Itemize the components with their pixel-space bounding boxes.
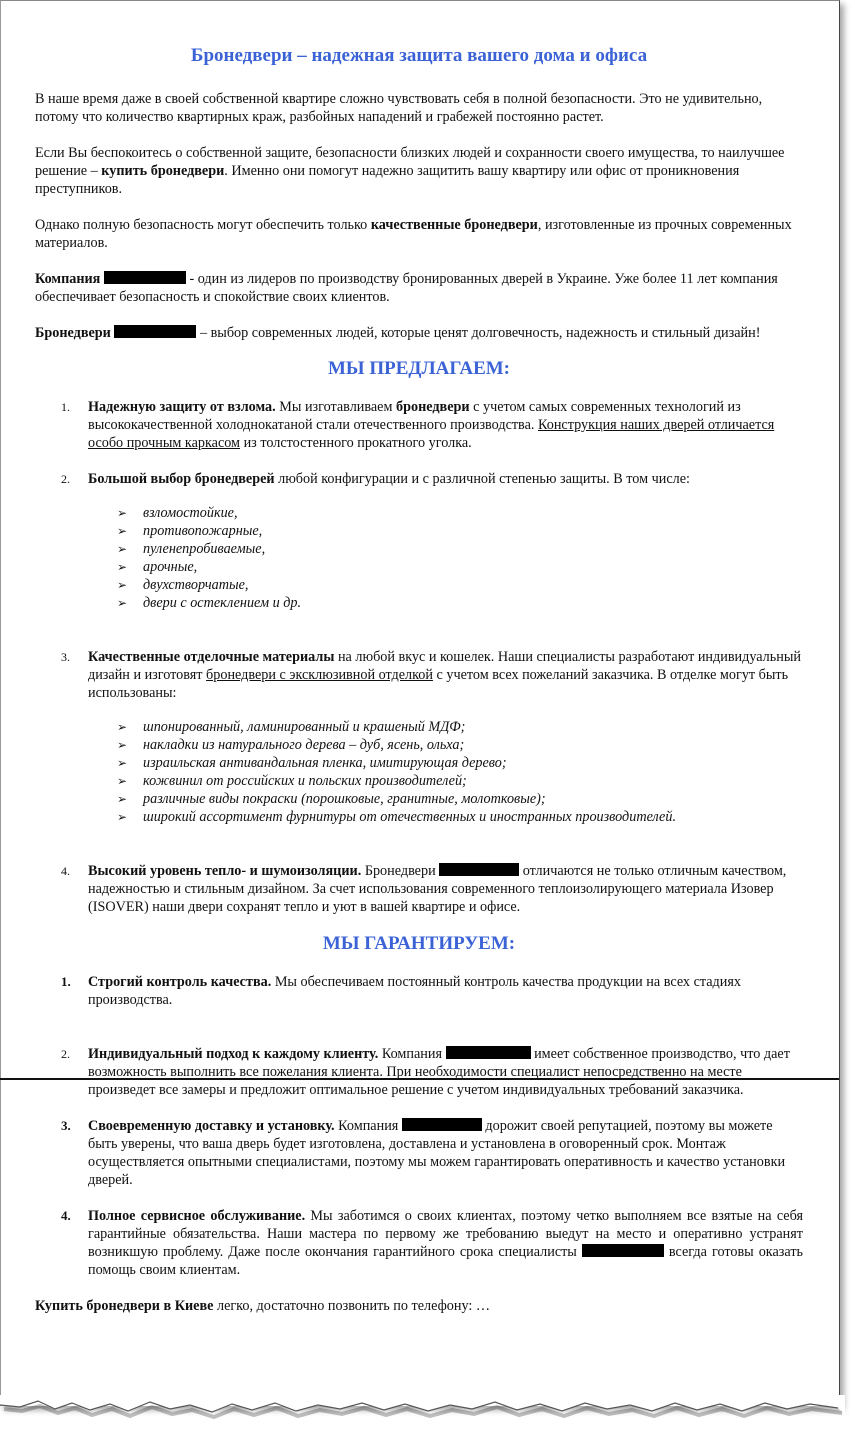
final-paragraph (35, 1297, 803, 1315)
text: взломостойкие, (143, 505, 238, 521)
text: из толстостенного прокатного уголка. (240, 435, 472, 451)
list-item (117, 558, 803, 576)
list-item (117, 772, 803, 790)
arrow-bullet-icon: ➢ (117, 774, 128, 788)
list-item (35, 1045, 803, 1099)
underlined-text: Конструкция наших дверей отличается особо прочным каркасом (88, 417, 775, 451)
list-number: 3. (61, 650, 70, 664)
arrow-bullet-icon: ➢ (117, 810, 128, 824)
text: широкий ассортимент фурнитуры от отечественных и иностранных производителей. (143, 809, 676, 825)
text: накладки из натурального дерева – дуб, ясень, ольха; (143, 737, 465, 753)
offer-list-continued (35, 648, 803, 702)
list-item (35, 1207, 803, 1279)
text: любой конфигурации и с различной степенью защиты. В том числе: (274, 471, 690, 487)
text: на любой вкус и кошелек. Наши специалисты разработают индивидуальный дизайн и изготовят (88, 649, 801, 683)
list-number: 4. (61, 1208, 71, 1223)
list-item (35, 973, 803, 1009)
text: с учетом всех пожеланий заказчика. В отделке могут быть использованы: (88, 667, 789, 701)
list-item (117, 522, 803, 540)
list-number: 2. (61, 1047, 70, 1061)
bold-text: качественные бронедвери (370, 217, 538, 233)
text: Если Вы беспокоитесь о собственной защите, безопасности близких людей и сохранности своего имущества, то наилучшее решение – (35, 145, 785, 179)
text: - один из лидеров по производству бронированных дверей в Украине. Уже более 11 лет компания обеспечивает безопасность и спокойствие своих клиентов. (35, 271, 778, 305)
list-item (117, 790, 803, 808)
text: противопожарные, (143, 523, 263, 539)
redacted-name (402, 1118, 482, 1131)
list-item (117, 576, 803, 594)
bold-text: Качественные отделочные материалы (88, 649, 335, 665)
list-number: 4. (61, 864, 70, 878)
redacted-name (582, 1244, 664, 1257)
list-item (117, 594, 803, 612)
bold-text: Купить бронедвери в Киеве (35, 1298, 214, 1314)
list-item (117, 504, 803, 522)
text: пуленепробиваемые, (143, 541, 266, 557)
arrow-bullet-icon: ➢ (117, 506, 128, 520)
text: Мы изготавливаем (275, 399, 396, 415)
text: всегда готовы оказать помощь своим клиентам. (88, 1244, 803, 1278)
text: легко, достаточно позвонить по телефону: … (213, 1298, 491, 1314)
bold-text: бронедвери (396, 399, 470, 415)
text: израильская антивандальная пленка, имитирующая дерево; (143, 755, 507, 771)
list-item (35, 862, 803, 916)
list-number: 2. (61, 472, 70, 486)
list-item (117, 754, 803, 772)
bold-text: купить бронедвери (101, 163, 225, 179)
bold-text: Индивидуальный подход к каждому клиенту. (88, 1046, 379, 1062)
paragraph-choice (35, 324, 803, 342)
arrow-bullet-icon: ➢ (117, 560, 128, 574)
text: Мы обеспечиваем постоянный контроль качества продукции на всех стадиях производства. (88, 974, 741, 1008)
redacted-name (446, 1046, 531, 1059)
paragraph-buy (35, 144, 803, 198)
bold-text: Высокий уровень тепло- и шумоизоляции. (88, 863, 362, 879)
text: Компания (378, 1046, 446, 1062)
text: Мы заботимся о своих клиентах, поэтому четко выполняем все взятые на себя гарантийные обязательства. Наши мастера по первому же требованию выедут на место и оперативно устранят возникшую проблему. Даже после окончания гарантийного срока специалисты (88, 1208, 803, 1260)
guarantee-heading: МЫ ГАРАНТИРУЕМ: (322, 933, 516, 954)
underlined-text: бронедвери с эксклюзивной отделкой (206, 667, 433, 683)
list-item (117, 718, 803, 736)
redacted-name (439, 863, 519, 876)
list-item (117, 540, 803, 558)
arrow-bullet-icon: ➢ (117, 596, 128, 610)
bold-text: Большой выбор бронедверей (88, 471, 275, 487)
text: шпонированный, ламинированный и крашеный МДФ; (143, 719, 466, 735)
arrow-bullet-icon: ➢ (117, 542, 128, 556)
text: . Именно они помогут надежно защитить вашу квартиру или офис от проникновения преступников. (35, 163, 740, 197)
paragraph-quality (35, 216, 803, 252)
arrow-bullet-icon: ➢ (117, 524, 128, 538)
arrow-bullet-icon: ➢ (117, 792, 128, 806)
intro-paragraph (35, 90, 803, 126)
text: с учетом самых современных технологий из высококачественной холоднокатаной стали отечественного производства. (88, 399, 741, 433)
offer-list-final (35, 862, 803, 916)
offer-list (35, 398, 803, 488)
paragraph-company (35, 270, 803, 306)
list-item (35, 648, 803, 702)
text: – выбор современных людей, которые ценят долговечность, надежность и стильный дизайн! (196, 325, 761, 341)
arrow-bullet-icon: ➢ (117, 578, 128, 592)
list-item (35, 1117, 803, 1189)
finish-materials-list (35, 718, 803, 826)
text: различные виды покраски (порошковые, гранитные, молотковые); (143, 791, 546, 807)
list-item (35, 398, 803, 452)
list-number: 3. (61, 1118, 71, 1133)
list-number: 1. (61, 974, 71, 989)
arrow-bullet-icon: ➢ (117, 756, 128, 770)
bold-text: Надежную защиту от взлома. (88, 399, 276, 415)
text: Компания (334, 1118, 402, 1134)
text: Бронедвери (361, 863, 440, 879)
offer-heading: МЫ ПРЕДЛАГАЕМ: (327, 358, 511, 379)
bold-text: Строгий контроль качества. (88, 974, 272, 990)
bold-text: Полное сервисное обслуживание. (88, 1208, 306, 1224)
arrow-bullet-icon: ➢ (117, 720, 128, 734)
bold-text: Бронедвери (35, 325, 111, 341)
guarantee-list (35, 973, 803, 1279)
bold-text: Своевременную доставку и установку. (88, 1118, 335, 1134)
door-types-list (35, 504, 803, 612)
list-item (35, 470, 803, 488)
text: двухстворчатые, (143, 577, 249, 593)
torn-page-edge (0, 1395, 845, 1452)
text: Однако полную безопасность могут обеспечить только (35, 217, 371, 233)
text: двери с остеклением и др. (143, 595, 302, 611)
document-content (35, 44, 803, 1333)
bold-text: Компания (35, 271, 101, 287)
redacted-name (114, 325, 196, 338)
text: имеет собственное производство, что дает возможность выполнить все пожелания клиента. При необходимости специалист непосредственно на месте произведет все замеры и предложит оптимальное решение с учетом индивидуальных требований заказчика. (88, 1046, 790, 1098)
list-number: 1. (61, 400, 70, 414)
text: , изготовленные из прочных современных материалов. (35, 217, 792, 251)
intro-text: В наше время даже в своей собственной квартире сложно чувствовать себя в полной безопасности. Это не удивительно, потому что количество квартирных краж, разбойных нападений и грабежей постоянно растет. (35, 91, 763, 125)
list-item (117, 736, 803, 754)
text: дорожит своей репутацией, поэтому вы можете быть уверены, что ваша дверь будет изготовлена, доставлена и установлена в оговоренный срок. Монтаж осуществляется опытными специалистами, поэтому мы можем гарантировать оперативность и качество установки дверей. (88, 1118, 786, 1188)
page-title: Бронедвери – надежная защита вашего дома и офиса (190, 45, 648, 66)
redacted-name (104, 271, 186, 284)
arrow-bullet-icon: ➢ (117, 738, 128, 752)
text: отличаются не только отличным качеством, надежностью и стильным дизайном. За счет использования современного теплоизолирующего материала Изовер (ISOVER) наши двери сохранят тепло и уют в вашей квартире и офисе. (88, 863, 787, 915)
list-item (117, 808, 803, 826)
text: арочные, (143, 559, 198, 575)
text: кожвинил от российских и польских производителей; (143, 773, 467, 789)
